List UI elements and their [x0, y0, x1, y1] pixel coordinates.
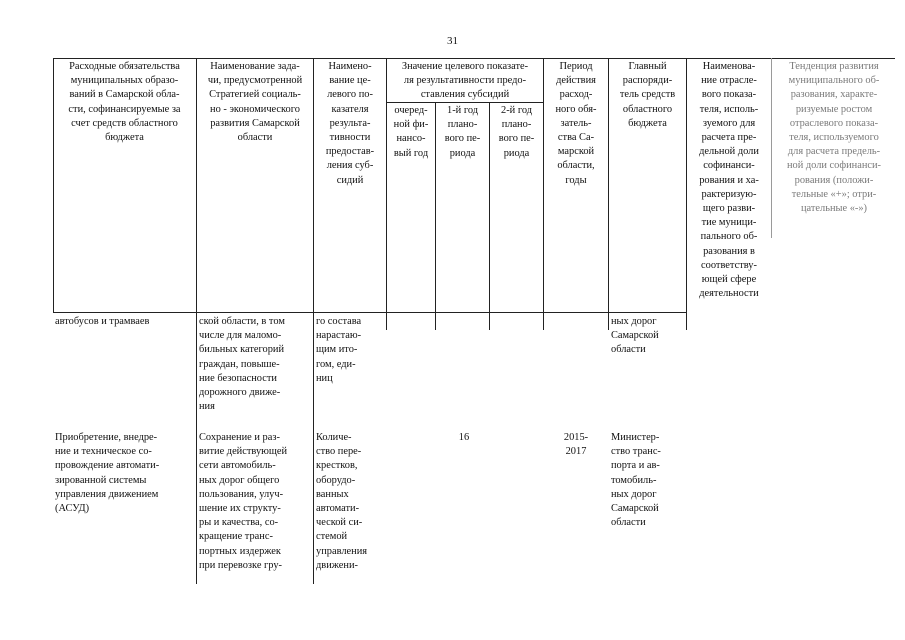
header-current-year: очеред- ной фи- нансо- вый год — [393, 105, 429, 159]
header-budget-manager: Главный распоряди- тель средств областного бюджета — [619, 61, 676, 129]
row1-task: ской области, в том числе для маломо- бильных категорий граждан, повыше- ние безопасности дорожного движе- ния — [199, 316, 285, 413]
header-indicator-values: Значение целевого показате- ля результативности предо- ставления субсидий — [401, 61, 529, 101]
page-number: 31 — [447, 35, 458, 47]
row1-indicator: го состава нарастаю- щим ито- гом, еди- ниц — [316, 316, 362, 384]
header-planning-year-2: 2-й год плано- вого пе- риода — [498, 105, 535, 159]
row1-budget-manager: ных дорог Самарской области — [611, 316, 659, 356]
row2-obligation: Приобретение, внедре- ние и техническое со- провождение автомати- зированной системы управления движением (АСУД) — [55, 432, 160, 515]
row2-budget-manager: Министер- ство транс- порта и ав- томобиль- ных дорог Самарской области — [611, 432, 661, 529]
header-planning-year-1: 1-й год плано- вого пе- риода — [444, 105, 481, 159]
header-indicator-name: Наимено- вание це- левого по- казателя результа- тивности предостав- ления суб- сидий — [325, 61, 375, 186]
header-development-trend: Тенденция развития муниципального об- разования, характе- ризуемые ростом отраслевого показа- теля, используемого для расчета предель- ной доли софинанси- рования (положи- тельные «+»; отри- цательные «-») — [786, 61, 882, 215]
row2-indicator: Количе- ство пере- крестков, оборудо- ванных автомати- ческой си- стемой управления движени- — [316, 432, 368, 571]
row2-period: 2015- 2017 — [563, 432, 589, 458]
row1-obligation: автобусов и трамваев — [55, 316, 150, 327]
header-obligation-period: Период действия расход- ного обя- затель- ства Са- марской области, годы — [555, 61, 597, 186]
row2-task: Сохранение и раз- витие действующей сети автомобиль- ных дорог общего пользования, улуч- шение их структу- ры и качества, со- кращение транс- портных издержек при перевозке гру- — [199, 432, 288, 571]
header-expenditure-obligations: Расходные обязательства муниципальных образо- ваний в Самарской обла- сти, софинансируемые за счет средств областного бюджета — [68, 61, 181, 144]
header-sector-indicator: Наименова- ние отрасле- вого показа- теля, исполь- зуемого для расчета пре- дельной доли софинанси- рования и ха- рактеризую- щего разви- тие муници- пального об- разования в соответству- ющей сфере деятельности — [699, 61, 759, 300]
row2-current-year-value: 16 — [458, 432, 470, 443]
header-task-name: Наименование зада- чи, предусмотренной Стратегией социаль- но - экономического развития Самарской области — [207, 61, 303, 144]
